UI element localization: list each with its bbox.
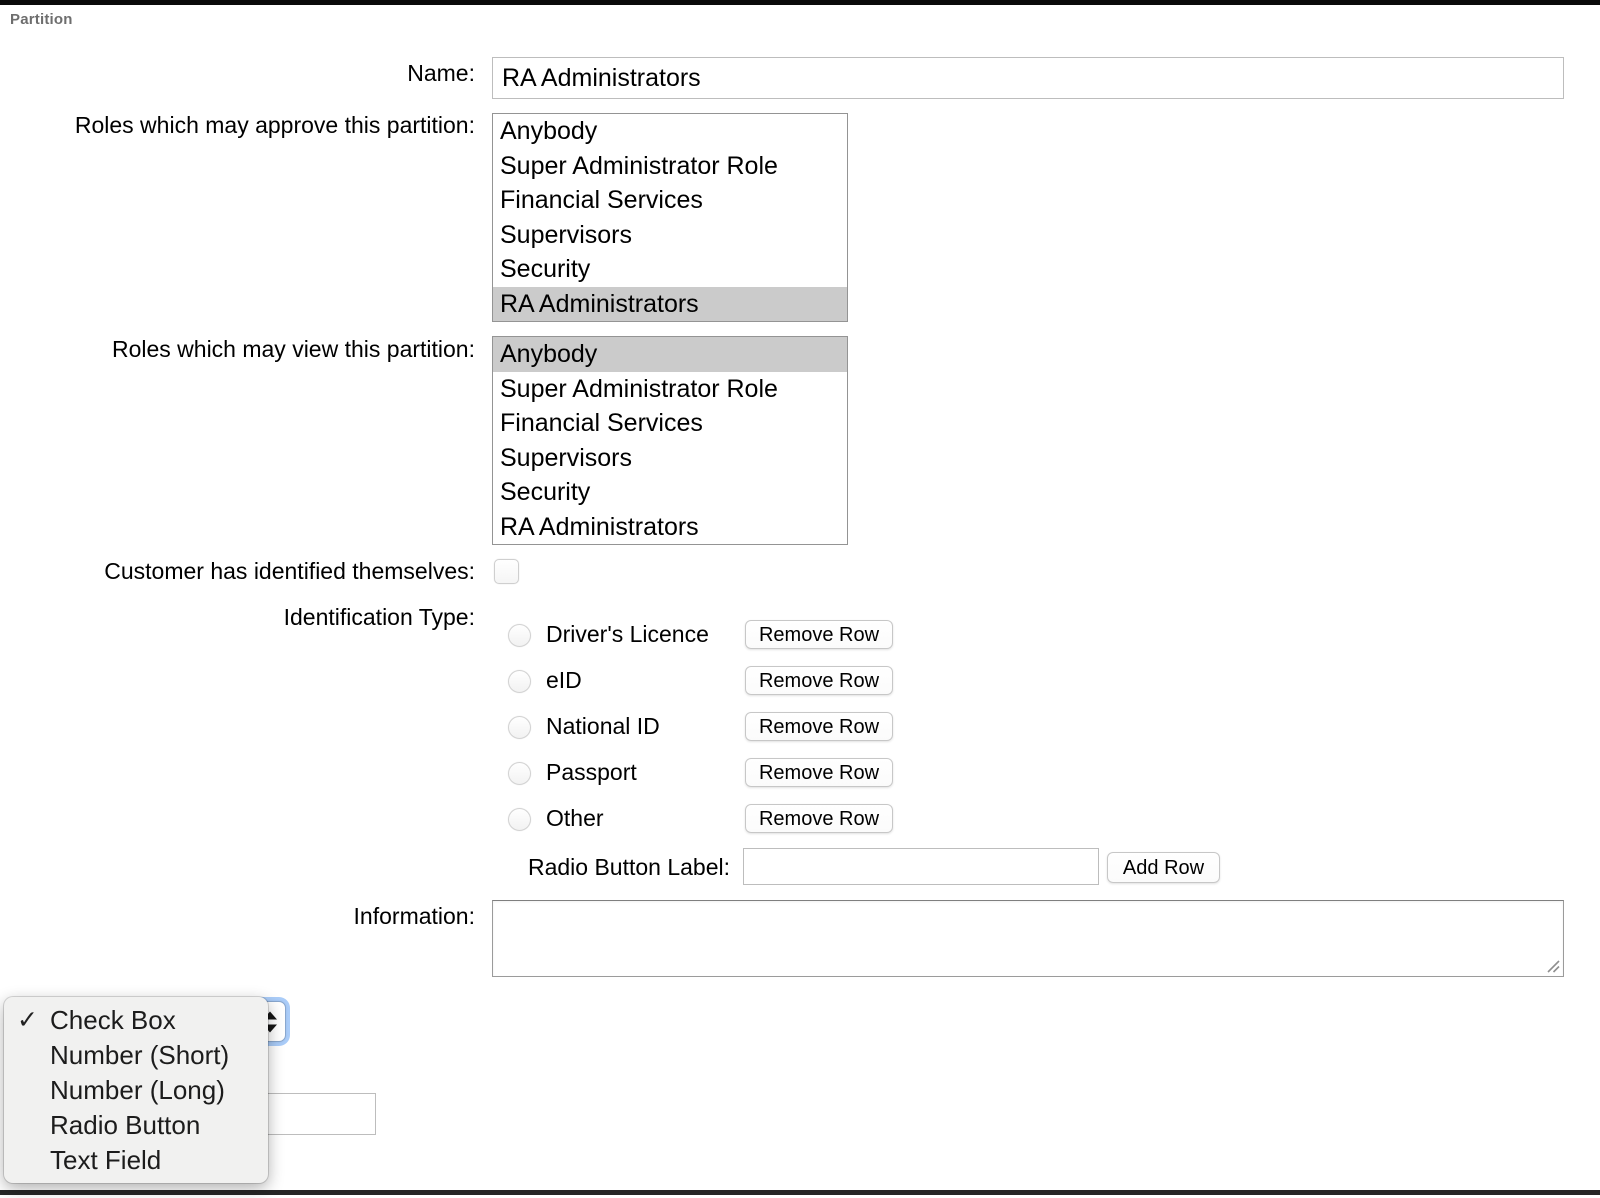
role-option[interactable]: Super Administrator Role <box>500 151 778 180</box>
radio-icon[interactable] <box>508 670 531 693</box>
role-option[interactable]: RA Administrators <box>500 512 699 541</box>
information-textarea[interactable] <box>492 900 1564 977</box>
identification-row-label: Driver's Licence <box>546 621 709 647</box>
role-option[interactable]: Supervisors <box>500 443 632 472</box>
menu-item-number-long[interactable] <box>4 1073 268 1108</box>
role-option[interactable]: Security <box>500 255 591 283</box>
radio-button-label-input[interactable] <box>743 848 1099 885</box>
roles-approve-listbox <box>492 113 848 322</box>
identification-type-label: Identification Type: <box>283 604 475 630</box>
remove-row-button[interactable]: Remove Row <box>745 620 893 649</box>
role-option[interactable]: Supervisors <box>500 220 632 249</box>
resize-handle-icon[interactable] <box>1545 958 1561 974</box>
add-row-button[interactable]: Add Row <box>1107 852 1220 883</box>
radio-icon[interactable] <box>508 762 531 785</box>
menu-item-label: Text Field <box>50 1145 162 1175</box>
information-label: Information: <box>353 903 475 929</box>
identification-row-label: National ID <box>546 713 660 739</box>
radio-icon[interactable] <box>508 716 531 739</box>
roles-view-listbox <box>492 336 848 545</box>
identification-row-label: Passport <box>546 759 637 785</box>
role-option[interactable]: Anybody <box>500 117 598 145</box>
radio-button-label-label: Radio Button Label: <box>527 854 730 880</box>
remove-row-button[interactable]: Remove Row <box>745 712 893 741</box>
name-label: Name: <box>407 60 475 86</box>
menu-item-number-short[interactable] <box>4 1038 268 1073</box>
roles-approve-label: Roles which may approve this partition: <box>74 112 475 138</box>
role-option[interactable]: Financial Services <box>500 186 703 214</box>
menu-item-label: Check Box <box>50 1005 176 1035</box>
section-title: Partition <box>10 11 73 28</box>
menu-item-check-box[interactable] <box>4 1003 268 1038</box>
customer-identified-label: Customer has identified themselves: <box>104 558 475 584</box>
remove-row-button[interactable]: Remove Row <box>745 804 893 833</box>
role-option-selected[interactable]: RA Administrators <box>493 287 847 322</box>
role-option[interactable]: Financial Services <box>500 409 703 437</box>
roles-view-label: Roles which may view this partition: <box>111 336 475 362</box>
menu-item-text-field[interactable] <box>4 1143 268 1178</box>
role-option[interactable]: Super Administrator Role <box>500 374 778 403</box>
role-option-selected[interactable]: Anybody <box>493 337 847 372</box>
identification-row-label: eID <box>546 667 582 693</box>
checkmark-icon: ✓ <box>17 1006 38 1034</box>
identification-row-label: Other <box>546 805 604 831</box>
radio-icon[interactable] <box>508 808 531 831</box>
menu-item-label: Radio Button <box>50 1110 201 1140</box>
top-frame-bar <box>0 0 1600 5</box>
remove-row-button[interactable]: Remove Row <box>745 666 893 695</box>
menu-item-label: Number (Long) <box>50 1075 225 1105</box>
field-type-menu <box>4 997 268 1183</box>
bottom-frame-bar <box>0 1190 1600 1195</box>
customer-identified-checkbox[interactable] <box>494 559 519 584</box>
remove-row-button[interactable]: Remove Row <box>745 758 893 787</box>
menu-item-radio-button[interactable] <box>4 1108 268 1143</box>
menu-item-label: Number (Short) <box>50 1040 230 1070</box>
radio-icon[interactable] <box>508 624 531 647</box>
name-input[interactable] <box>492 57 1564 99</box>
role-option[interactable]: Security <box>500 478 591 506</box>
